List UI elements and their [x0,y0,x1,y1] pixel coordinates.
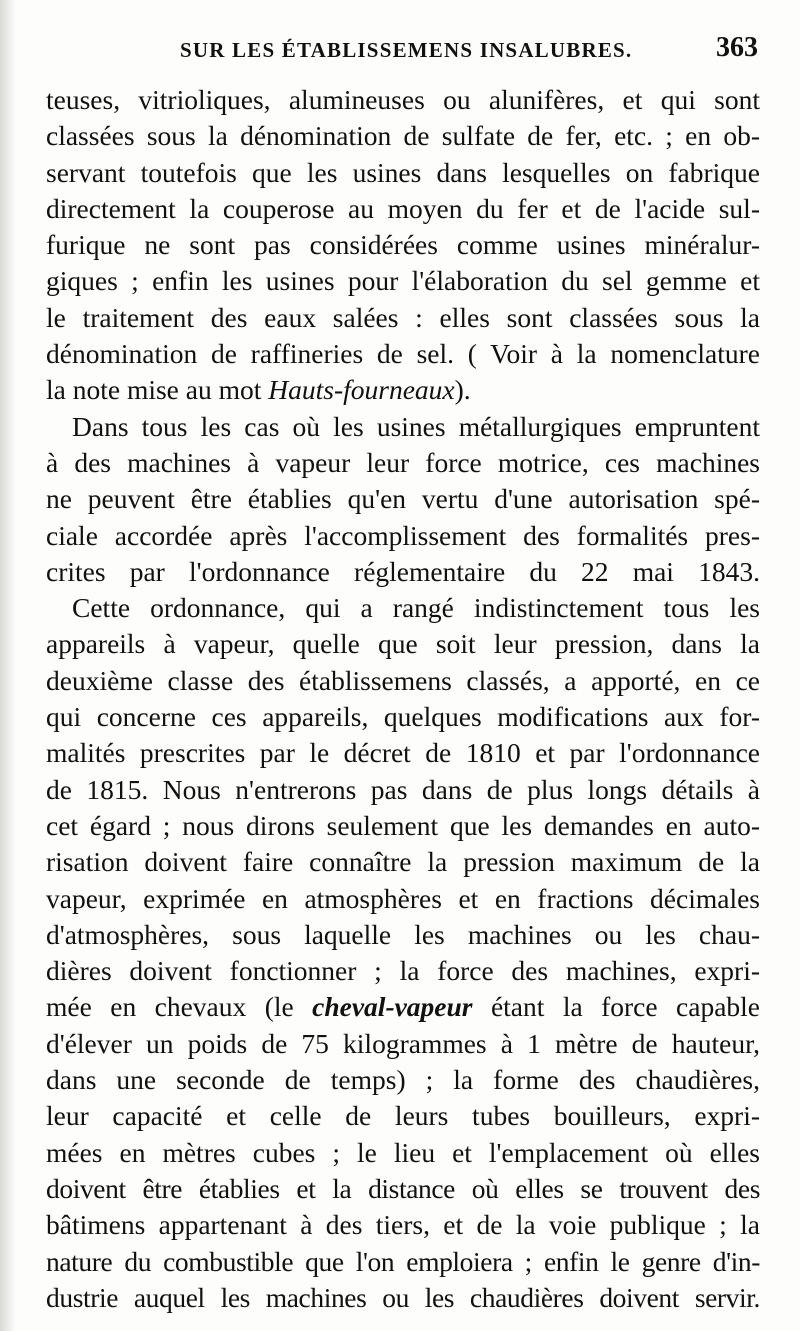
text-line: leur capacité et celle de leurs tubes bouilleurs, expri- [46,1100,760,1132]
text-line: dénomination de raffineries de sel. ( Voir à la nomenclature [46,338,760,370]
text-line: appareils à vapeur, quelle que soit leur pression, dans la [46,628,760,660]
body-text [46,82,760,1316]
text-line: dans une seconde de temps) ; la forme des chaudières, [46,1064,760,1096]
text-line: giques ; enfin les usines pour l'élaboration du sel gemme et [46,265,760,297]
text-line: nature du combustible que l'on emploiera ; enfin le genre d'in- [46,1245,760,1277]
text-line: ne peuvent être établies qu'en vertu d'une autorisation spé- [46,483,760,515]
text-line: directement la couperose au moyen du fer et de l'acide sul- [46,192,760,224]
page-gutter-shadow [0,0,16,1331]
text-line: servant toutefois que les usines dans lesquelles on fabrique [46,156,760,188]
text-line: le traitement des eaux salées : elles sont classées sous la [46,301,760,333]
page-number: 363 [716,32,758,63]
text-line: Cette ordonnance, qui a rangé indistinctement tous les [72,592,760,624]
text-line: d'atmosphères, sous laquelle les machines ou les chau- [46,918,760,950]
text-line: dières doivent fonctionner ; la force des machines, expri- [46,955,760,987]
text-line: la note mise au mot Hauts-fourneaux). [46,374,471,406]
text-line: à des machines à vapeur leur force motrice, ces machines [46,446,760,478]
text-line: vapeur, exprimée en atmosphères et en fractions décimales [46,882,760,914]
text-line: risation doivent faire connaître la pression maximum de la [46,846,760,878]
text-line: classées sous la dénomination de sulfate de fer, etc. ; en ob- [46,120,760,152]
text-line: doivent être établies et la distance où elles se trouvent des [46,1172,760,1204]
text-line: deuxième classe des établissemens classés, a apporté, en ce [46,664,760,696]
page-header [44,30,758,74]
text-line: d'élever un poids de 75 kilogrammes à 1 mètre de hauteur, [46,1027,760,1059]
text-line: bâtimens appartenant à des tiers, et de la voie publique ; la [46,1209,760,1241]
text-line: mées en mètres cubes ; le lieu et l'emplacement où elles [46,1136,760,1168]
text-line: ciale accordée après l'accomplissement des formalités pres- [46,519,760,551]
text-line: malités prescrites par le décret de 1810 et par l'ordonnance [46,737,760,769]
text-line: de 1815. Nous n'entrerons pas dans de plus longs détails à [46,773,760,805]
running-title: SUR LES ÉTABLISSEMENS INSALUBRES. [180,38,633,62]
text-line: mée en chevaux (le cheval-vapeur étant la force capable [46,991,760,1023]
text-line: furique ne sont pas considérées comme usines minéralur- [46,229,760,261]
text-line: teuses, vitrioliques, alumineuses ou alunifères, et qui sont [46,84,760,115]
text-line: crites par l'ordonnance réglementaire du 22 mai 1843. [46,555,760,587]
text-line: Dans tous les cas où les usines métallurgiques empruntent [72,410,760,442]
text-line: dustrie auquel les machines ou les chaudières doivent servir. [46,1281,760,1313]
text-line: qui concerne ces appareils, quelques modifications aux for- [46,701,760,733]
text-line: cet égard ; nous dirons seulement que les demandes en auto- [46,809,760,841]
